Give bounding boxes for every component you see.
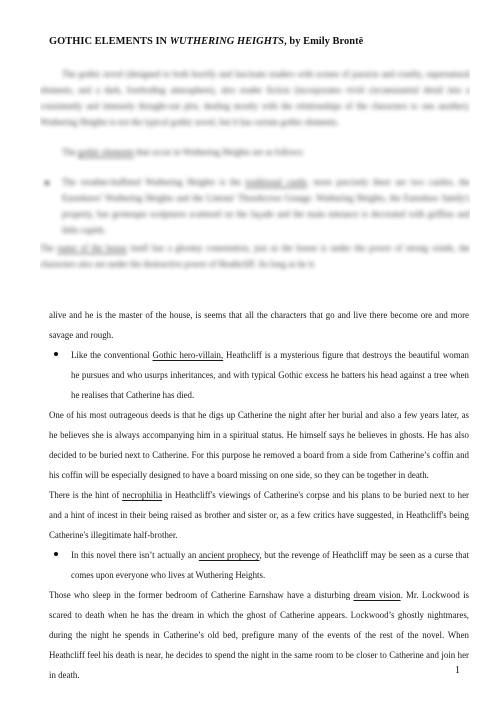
bullet-dot-icon [54,552,58,556]
link-dream-vision[interactable]: dream vision [353,590,401,600]
document-body [49,305,469,685]
blurred-paragraph-intro: The gothic novel (designed to both horrify and fascinate readers with scenes of passion and cruelty, supernatural elements, and a dark, foreboding atmosphere), also reader fiction (incorporates vivid circumstantial detail into a consistently and intensely thought-out plot, dealing mostly with the relationships of the characters to one another). Wuthering Heights is not the typical gothic novel, but it has certain gothic elements. [40,69,470,127]
link-gothic-hero-villain[interactable]: Gothic hero-villain, [152,350,224,360]
link-traditional-castle[interactable]: traditional castle [245,177,307,187]
bullet-dot-icon [54,352,58,356]
text-part: , but the revenge of Heathcliff may be seen as a curse that comes upon everyone who lives at Wuthering Heights. [71,550,469,580]
paragraph-outrageous-deeds: One of his most outrageous deeds is that he digs up Catherine the night after her burial and also a few years later, as he believes she is always accompanying him in a spiritual status. He himself says he believes in ghosts. He has also decided to be buried next to Catherine. For this purpose he removed a board from a side from Catherine’s coffin and his coffin will be especially designed to have a board missing on one side, so they can be together in death. [49,410,469,480]
text-part: Heathcliff is a mysterious figure that destroys the beautiful woman he pursues and who usurps inheritances, and with typical Gothic excess he batters his head against a tree when he realises that Catherine has died. [71,350,469,400]
text-part: . Mr. Lockwood is scared to death when he has the dream in which the ghost of Catherine appears. Lockwood’s ghostly nightmares, during the night he spends in Catherine’s old bed, prefigure many of the events of the rest of the novel. When Heathcliff feel his death is near, he decides to spend the night in the same room to be closer to Catherine and join her in death. [49,590,469,680]
blurred-text-part: , more precisely there are two castles, the Earnshaws' Wuthering Heights and the Lintons' Thrushcross Grange. Wuthering Heights, the Earnshaw family's property, has grotesque sculptures scattered on the façade and the main entrance is decorated with griffins and little cupids. [62,177,470,235]
blurred-text-part: The [62,147,79,157]
link-name-of-house[interactable]: name of the house [57,243,127,253]
text-part: Those who sleep in the former bedroom of Catherine Earnshaw have a disturbing [49,590,354,600]
blurred-bullet-castle [40,174,470,238]
title-suffix: , by Emily Brontë [284,36,364,47]
blurred-text-part: itself has a gloomy connotation, just as the house is under the power of strong winds, the characters also are under the destructive power of Heathcliff. As long as he is [40,243,470,269]
paragraph-dream-vision [49,585,469,685]
link-ancient-prophecy[interactable]: ancient prophecy [198,550,260,560]
page-number: 1 [455,665,460,676]
paragraph-necrophilia [49,485,469,545]
blurred-text [40,66,470,272]
text-part: in Heathcliff's viewings of Catherine's corpse and his plans to be buried next to her and a hint of incest in their being raised as brother and sister or, as a few critics have suggested, in Heathcliff's being Catherine's illegitimate half-brother. [49,490,469,540]
paragraph-savage: alive and he is the master of the house, is seems that all the characters that go and live there become ore and more savage and rough. [49,310,469,340]
bullet-hero-villain [49,345,469,405]
text-part: In this novel there isn’t actually an [71,550,199,560]
blurred-text-part: The weather-buffeted Wuthering Heights is the [62,177,246,187]
blurred-text-part: that occur in Wuthering Heights are as follows: [133,147,305,157]
blurred-preview-region [40,62,470,307]
link-gothic-elements[interactable]: gothic elements [78,147,134,157]
text-part: Like the conventional [71,350,153,360]
blurred-paragraph-house [40,240,470,272]
blurred-text-part: The [40,243,58,253]
link-necrophilia[interactable]: necrophilia [122,490,163,500]
blurred-paragraph-elements [40,144,470,160]
bullet-dot-icon [45,181,49,185]
bullet-prophecy [49,545,469,585]
document-title [49,36,469,47]
text-part: There is the hint of [49,490,123,500]
title-italic: WUTHERING HEIGHTS [169,36,285,47]
title-prefix: GOTHIC ELEMENTS IN [49,36,170,47]
